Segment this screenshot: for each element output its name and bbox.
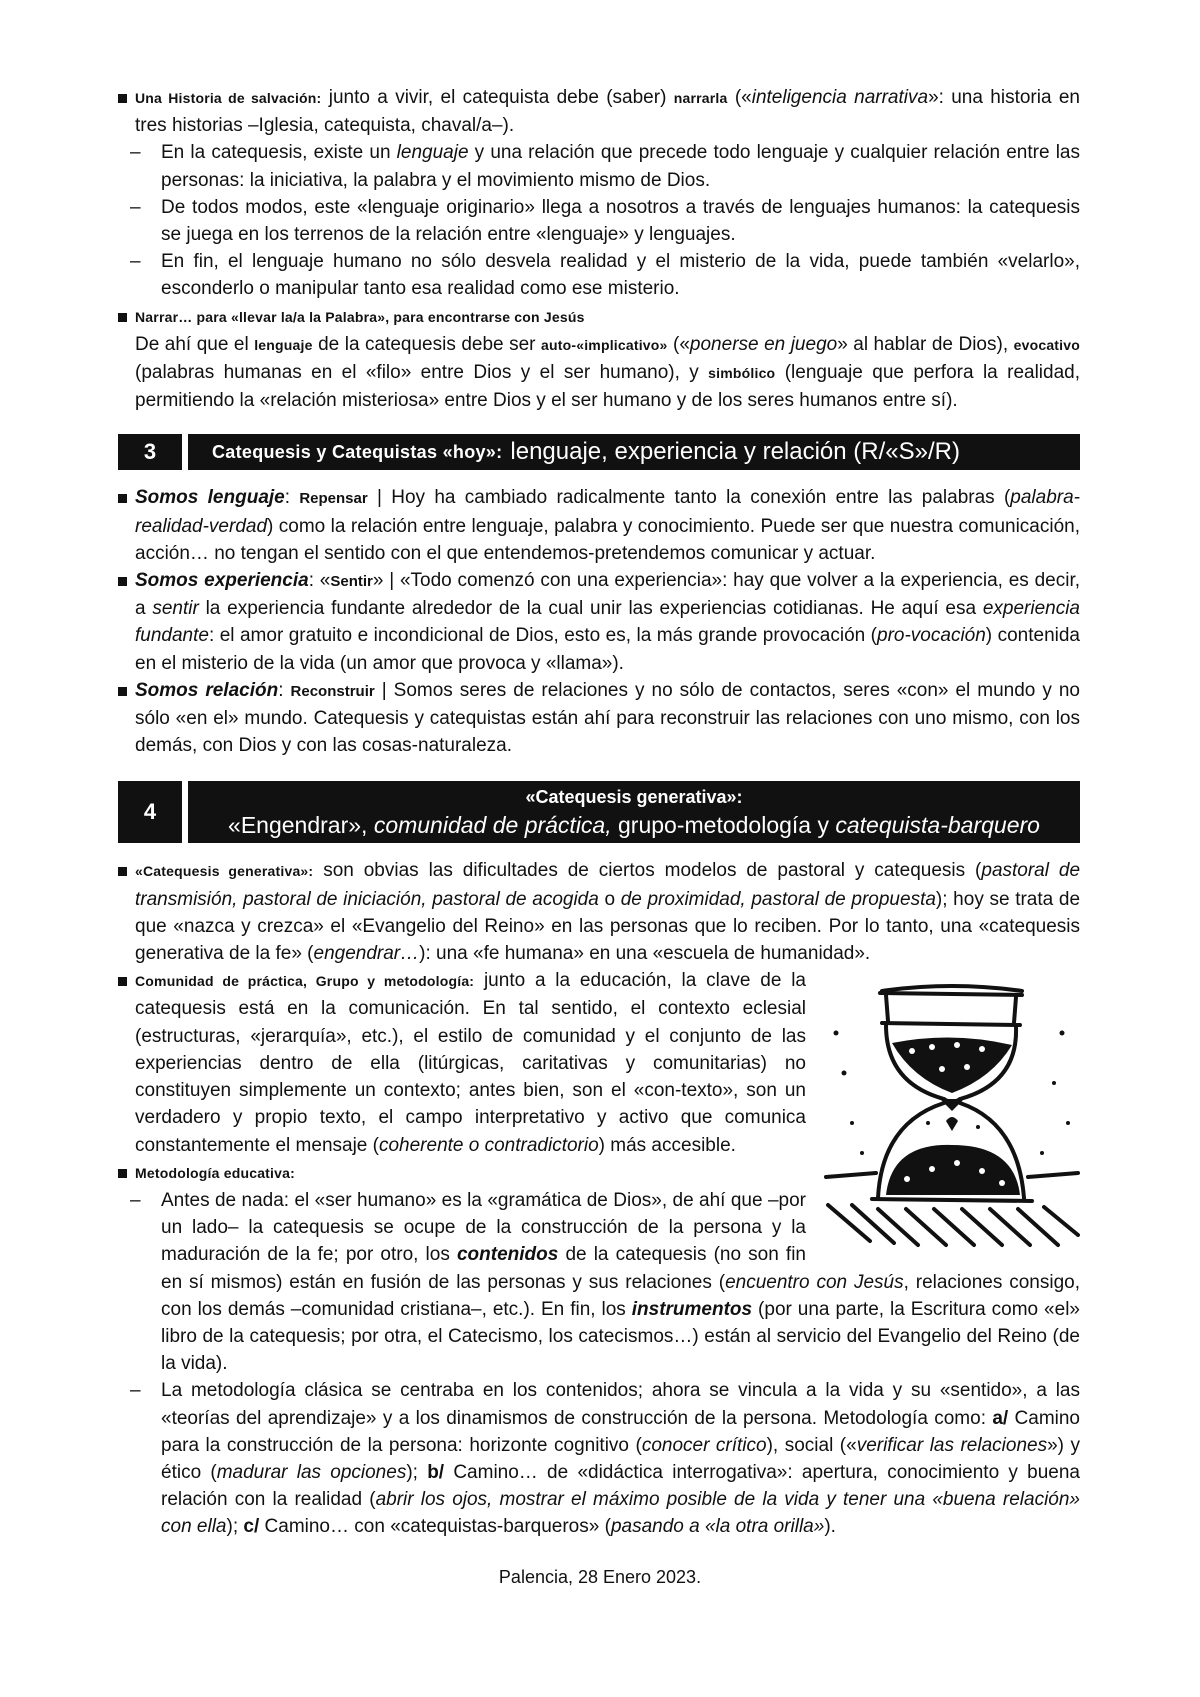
section-title: «Catequesis generativa»: «Engendrar», comunidad de práctica, grupo-metodología y catequista-barquero <box>188 781 1080 843</box>
bullet-somos-lenguaje: Somos lenguaje: Repensar | Hoy ha cambiado radicalmente tanto la conexión entre las palabras (palabra-realidad-verdad) como la relación entre lenguaje, palabra y conocimiento. Puede ser que nuestra comunicación, acción… no tengan el sentido con el que entendemos-pretendemos comunicar y actuar. <box>118 484 1080 567</box>
dash-item-ser-humano: – Antes de nada: el «ser humano» es la «gramática de Dios», de ahí que –por un lado– la catequesis se ocupe de la construcción de la persona y la maduración de la fe; por otro, los contenidos de la catequesis (no son fin en sí mismos) están en fusión de las personas y sus relaciones (encuentro con Jesús, relaciones consigo, con los demás –comunidad cristiana–, etc.). En fin, los instrumentos (por una parte, la Escritura como «el» libro de la catequesis; por otra, el Catecismo, los catecismos…) están al servicio del Evangelio del Reino (de la vida). <box>118 1187 1080 1377</box>
footer-date: Palencia, 28 Enero 2023. <box>498 1567 702 1587</box>
bullet-narrar: Narrar… para «llevar la/a la Palabra», para encontrarse con Jesús <box>118 303 1080 331</box>
section-4-header <box>118 781 1080 843</box>
section-title: Catequesis y Catequistas «hoy»: lenguaje, experiencia y relación (R/«S»/R) <box>188 434 1080 470</box>
dash-item-lenguaje: – En la catequesis, existe un lenguaje y una relación que precede todo lenguaje y cualquier relación entre las personas: la iniciativa, la palabra y el movimiento mismo de Dios. <box>118 139 1080 193</box>
bullet-somos-experiencia: Somos experiencia: «Sentir» | «Todo comenzó con una experiencia»: hay que volver a la experiencia, es decir, a sentir la experiencia fundante alrededor de la cual unir las experiencias cotidianas. He aquí esa experiencia fundante: el amor gratuito e incondicional de Dios, esto es, la más grande provocación (pro-vocación) contenida en el misterio de la vida (un amor que provoca y «llama»). <box>118 567 1080 677</box>
section-number: 4 <box>118 781 182 843</box>
dash-item-metodologia-clasica: – La metodología clásica se centraba en los contenidos; ahora se vincula a la vida y su «sentido», a las «teorías del aprendizaje» y a los dinamismos de construcción de la persona. Metodología como: a/ Camino para la construcción de la persona: horizonte cognitivo (conocer crítico), social («verificar las relaciones») y ético (madurar las opciones); b/ Camino… de «didáctica interrogativa»: apertura, conocimiento y buena relación con la realidad (abrir los ojos, mostrar el máximo posible de la vida y tener una «buena relación» con ella); c/ Camino… con «catequistas-barqueros» (pasando a «la otra orilla»). <box>118 1377 1080 1540</box>
bullet-historia-salvacion: Una Historia de salvación: junto a vivir, el catequista debe (saber) narrarla («inteligencia narrativa»: una historia en tres historias –Iglesia, catequista, chaval/a–). <box>118 84 1080 139</box>
section-number: 3 <box>118 434 182 470</box>
page-body <box>118 84 1080 1541</box>
bullet-somos-relacion: Somos relación: Reconstruir | Somos seres de relaciones y no sólo de contactos, seres «con» el mundo y no sólo «en el» mundo. Catequesis y catequistas están ahí para reconstruir las relaciones con uno mismo, con los demás, con Dios y con las cosas-naturaleza. <box>118 677 1080 760</box>
dash-item-lenguaje-humano: – En fin, el lenguaje humano no sólo desvela realidad y el misterio de la vida, puede también «velarlo», esconderlo o manipular tanto esa realidad como ese misterio. <box>118 248 1080 302</box>
bullet-comunidad-practica: Comunidad de práctica, Grupo y metodología: junto a la educación, la clave de la catequesis está en la comunicación. En tal sentido, el contexto eclesial (estructuras, «jerarquía», etc.), el estilo de comunidad y el conjunto de las experiencias dentro de ella (litúrgicas, caritativas y comunitarias) no constituyen simplemente un contexto; antes bien, son el «con-texto», son un verdadero y propio texto, el campo interpretativo y activo que comunica constantemente el mensaje (coherente o contradictorio) más accesible. <box>118 967 1080 1158</box>
dash-item-lenguaje-originario: – De todos modos, este «lenguaje originario» llega a nosotros a través de lenguajes humanos: la catequesis se juega en los terrenos de la relación entre «lenguaje» y lenguajes. <box>118 194 1080 248</box>
section-3-header <box>118 434 1080 470</box>
paragraph-lenguaje-catequesis: De ahí que el lenguaje de la catequesis debe ser auto-«implicativo» («ponerse en juego» al hablar de Dios), evocativo (palabras humanas en el «filo» entre Dios y el ser humano), y simbólico (lenguaje que perfora la realidad, permitiendo la «relación misteriosa» entre Dios y el ser humano y de los seres humanos entre sí). <box>135 333 1081 412</box>
bullet-metodologia-educativa: Metodología educativa: <box>118 1159 1080 1187</box>
bullet-catequesis-generativa: «Catequesis generativa»: son obvias las dificultades de ciertos modelos de pastoral y catequesis (pastoral de transmisión, pastoral de iniciación, pastoral de acogida o de proximidad, pastoral de propuesta); hoy se trata de que «nazca y crezca» el «Evangelio del Reino» en las personas que lo reciben. Por lo tanto, una «catequesis generativa de la fe» (engendrar…): una «fe humana» en una «escuela de humanidad». <box>118 857 1080 967</box>
